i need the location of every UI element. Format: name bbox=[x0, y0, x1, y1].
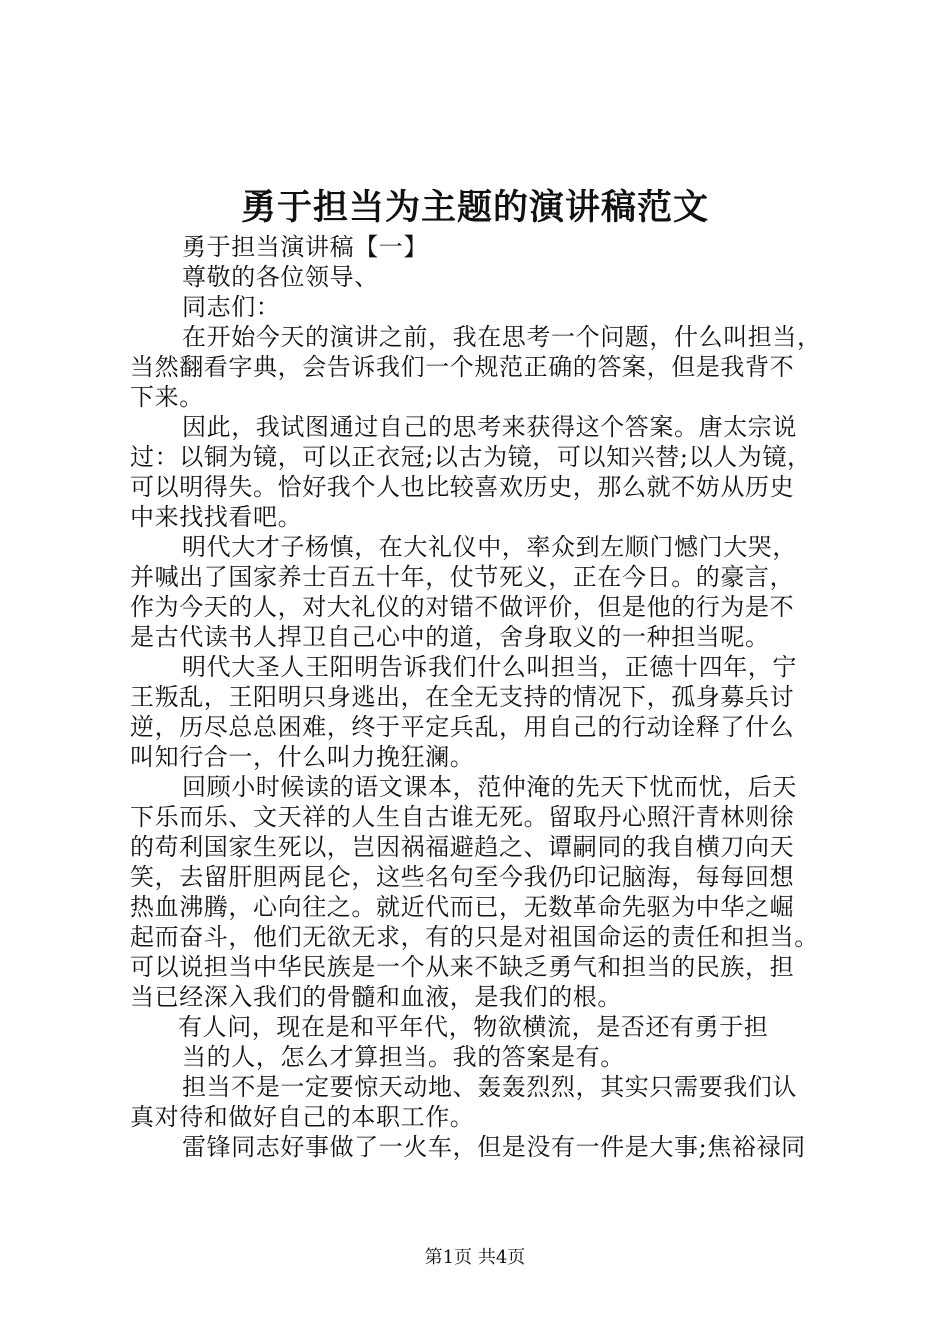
document-title: 勇于担当为主题的演讲稿范文 bbox=[240, 187, 709, 228]
body-line: 担当不是一定要惊天动地、轰轰烈烈，其实只需要我们认 bbox=[182, 1073, 797, 1101]
body-line: 并喊出了国家养士百五十年，仗节死义，正在今日。的豪言， bbox=[130, 563, 795, 591]
body-line: 当已经深入我们的骨髓和血液，是我们的根。 bbox=[130, 983, 622, 1011]
body-line: 过：以铜为镜，可以正衣冠;以古为镜，可以知兴替;以人为镜， bbox=[130, 443, 812, 471]
salutation-line: 同志们： bbox=[182, 293, 281, 321]
body-line: 雷锋同志好事做了一火车，但是没有一件是大事;焦裕禄同 bbox=[182, 1133, 806, 1161]
body-line: 热血沸腾，心向往之。就近代而已，无数革命先驱为中华之崛 bbox=[130, 893, 795, 921]
body-line: 下乐而乐、文天祥的人生自古谁无死。留取丹心照汗青林则徐 bbox=[130, 803, 795, 831]
body-line: 当的人，怎么才算担当。我的答案是有。 bbox=[182, 1043, 625, 1071]
body-line: 明代大才子杨慎，在大礼仪中，率众到左顺门憾门大哭， bbox=[182, 533, 797, 561]
body-line: 可以明得失。恰好我个人也比较喜欢历史，那么就不妨从历史 bbox=[130, 473, 795, 501]
salutation-line: 尊敬的各位领导、 bbox=[182, 263, 379, 291]
body-line: 笑，去留肝胆两昆仑，这些名句至今我仍印记脑海，每每回想 bbox=[130, 863, 795, 891]
body-line: 在开始今天的演讲之前，我在思考一个问题，什么叫担当， bbox=[182, 323, 822, 351]
body-line: 中来找找看吧。 bbox=[130, 503, 303, 531]
body-line: 起而奋斗，他们无欲无求，有的只是对祖国命运的责任和担当。 bbox=[130, 923, 819, 951]
body-line: 回顾小时候读的语文课本，范仲淹的先天下忧而忧，后天 bbox=[182, 773, 797, 801]
page-number: 第1页 共4页 bbox=[424, 1247, 526, 1268]
body-line: 下来。 bbox=[130, 383, 204, 411]
body-line: 可以说担当中华民族是一个从来不缺乏勇气和担当的民族，担 bbox=[130, 953, 795, 981]
body-line: 王叛乱，王阳明只身逃出，在全无支持的情况下，孤身募兵讨 bbox=[130, 683, 795, 711]
body-line: 作为今天的人，对大礼仪的对错不做评价，但是他的行为是不 bbox=[130, 593, 795, 621]
body-line: 明代大圣人王阳明告诉我们什么叫担当，正德十四年，宁 bbox=[182, 653, 797, 681]
body-line: 是古代读书人捍卫自己心中的道，舍身取义的一种担当呢。 bbox=[130, 623, 770, 651]
body-line: 因此，我试图通过自己的思考来获得这个答案。唐太宗说 bbox=[182, 413, 797, 441]
body-line: 当然翻看字典，会告诉我们一个规范正确的答案，但是我背不 bbox=[130, 353, 795, 381]
body-line: 叫知行合一，什么叫力挽狂澜。 bbox=[130, 743, 475, 771]
document-body bbox=[130, 210, 830, 1162]
body-line: 有人问，现在是和平年代，物欲横流，是否还有勇于担 bbox=[178, 1013, 769, 1041]
heading-line: 勇于担当演讲稿【一】 bbox=[182, 233, 428, 261]
body-line: 逆，历尽总总困难，终于平定兵乱，用自己的行动诠释了什么 bbox=[130, 713, 795, 741]
body-line: 的苟利国家生死以，岂因祸福避趋之、谭嗣同的我自横刀向天 bbox=[130, 833, 795, 861]
body-line: 真对待和做好自己的本职工作。 bbox=[130, 1103, 475, 1131]
